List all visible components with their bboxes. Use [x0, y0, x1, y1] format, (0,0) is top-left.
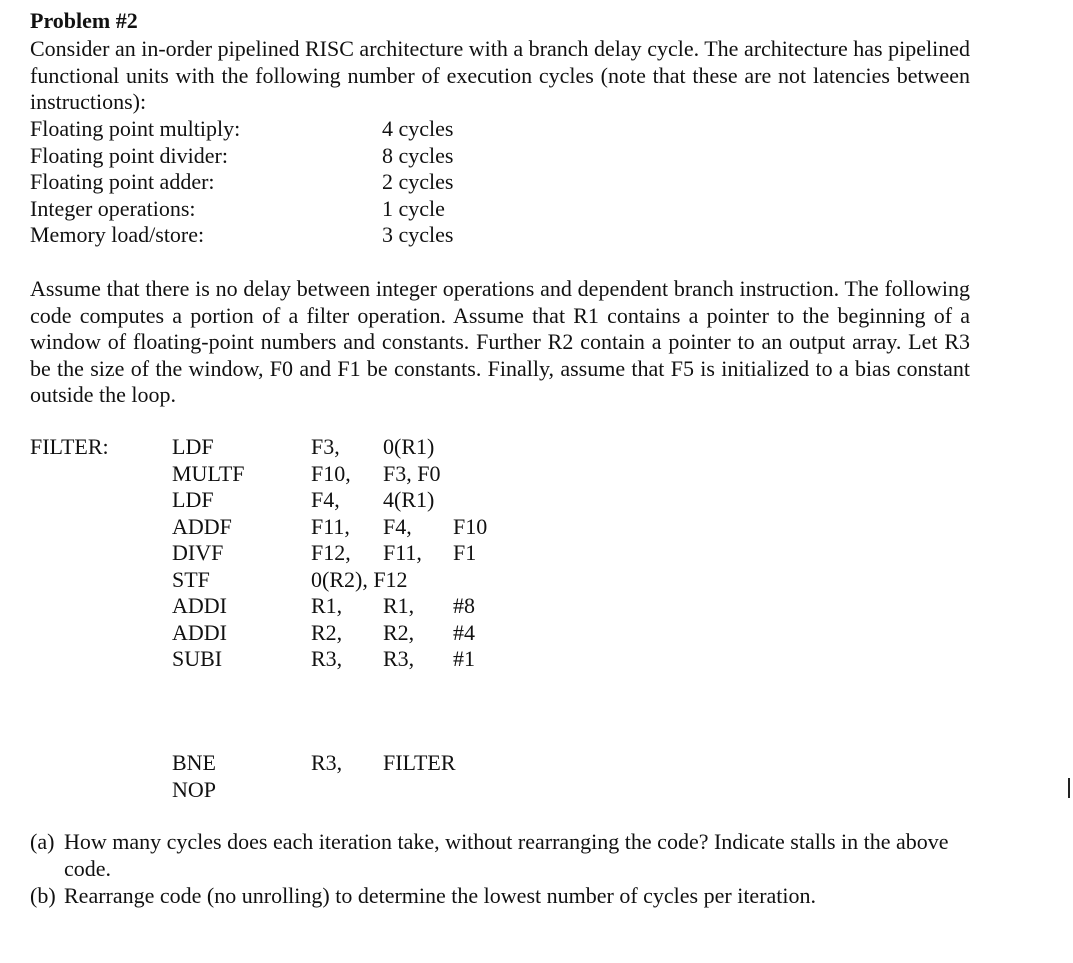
instruction-opcode: LDF	[172, 487, 214, 512]
instruction-opcode: MULTF	[172, 460, 245, 486]
instruction-opcode: LDF	[172, 434, 214, 459]
instruction-operand: 0(R2), F12	[311, 566, 408, 592]
instruction-operand: F11,	[383, 540, 422, 565]
instruction-operand: #4	[453, 619, 475, 645]
instruction-operand: F4,	[383, 513, 412, 539]
instruction-opcode: ADDI	[172, 619, 227, 645]
unit-name: Memory load/store:	[30, 222, 205, 247]
instruction-operand: #1	[453, 646, 475, 671]
question-label: (a)	[30, 829, 55, 854]
instruction-opcode: NOP	[172, 776, 217, 802]
unit-name: Integer operations:	[30, 195, 196, 221]
instruction-operand: F11,	[311, 513, 350, 539]
instruction-operand: F4,	[311, 487, 340, 512]
instruction-operand: F3,	[311, 434, 340, 459]
question-label: (b)	[30, 883, 56, 908]
instruction-opcode: ADDF	[172, 513, 232, 539]
instruction-operand: FILTER	[383, 750, 456, 775]
instruction-operand: R3,	[383, 646, 415, 671]
instruction-operand: R2,	[311, 619, 343, 645]
instruction-opcode: SUBI	[172, 646, 223, 671]
instruction-operand: R3,	[311, 646, 343, 671]
unit-name: Floating point divider:	[30, 142, 228, 168]
instruction-operand: F10	[453, 513, 488, 539]
intro-paragraph: Consider an in-order pipelined RISC architecture with a branch delay cycle. The architecture has pipelined functional units with the following number of execution cycles (note that these are not latencies between instructions):	[30, 36, 970, 114]
unit-cycles: 2 cycles	[382, 169, 454, 194]
instruction-opcode: ADDI	[172, 593, 227, 618]
question-b	[30, 882, 975, 909]
instruction-operand: R3,	[311, 750, 343, 775]
loop-label: FILTER:	[30, 434, 109, 459]
unit-cycles: 3 cycles	[382, 222, 454, 247]
problem-title: Problem #2	[30, 8, 138, 33]
question-text: Rearrange code (no unrolling) to determine the lowest number of cycles per iteration.	[64, 883, 817, 908]
unit-name: Floating point multiply:	[30, 116, 241, 141]
text-cursor	[1068, 778, 1070, 798]
unit-cycles: 1 cycle	[382, 195, 445, 221]
instruction-operand: R2,	[383, 619, 415, 645]
instruction-operand: F12,	[311, 540, 351, 565]
question-text: How many cycles does each iteration take, without rearranging the code? Indicate stalls in the above code.	[64, 829, 949, 881]
instruction-operand: 4(R1)	[383, 487, 435, 512]
unit-name: Floating point adder:	[30, 169, 215, 194]
assumption-paragraph: Assume that there is no delay between integer operations and dependent branch instruction. The following code computes a portion of a filter operation. Assume that R1 contains a pointer to the beginning of a window of floating-point numbers and constants. Further R2 contain a pointer to an output array. Let R3 be the size of the window, F0 and F1 be constants. Finally, assume that F5 is initialized to a bias constant outside the loop.	[30, 276, 970, 407]
instruction-operand: #8	[453, 593, 475, 618]
unit-cycles: 4 cycles	[382, 116, 454, 141]
instruction-opcode: BNE	[172, 750, 216, 775]
instruction-operand: F10,	[311, 460, 351, 486]
instruction-operand: R1,	[311, 593, 343, 618]
instruction-operand: R1,	[383, 593, 415, 618]
instruction-opcode: STF	[172, 566, 210, 592]
instruction-operand: F3, F0	[383, 460, 441, 486]
question-a	[30, 828, 975, 882]
instruction-operand: F1	[453, 540, 477, 565]
instruction-opcode: DIVF	[172, 540, 224, 565]
instruction-operand: 0(R1)	[383, 434, 435, 459]
unit-cycles: 8 cycles	[382, 142, 454, 168]
